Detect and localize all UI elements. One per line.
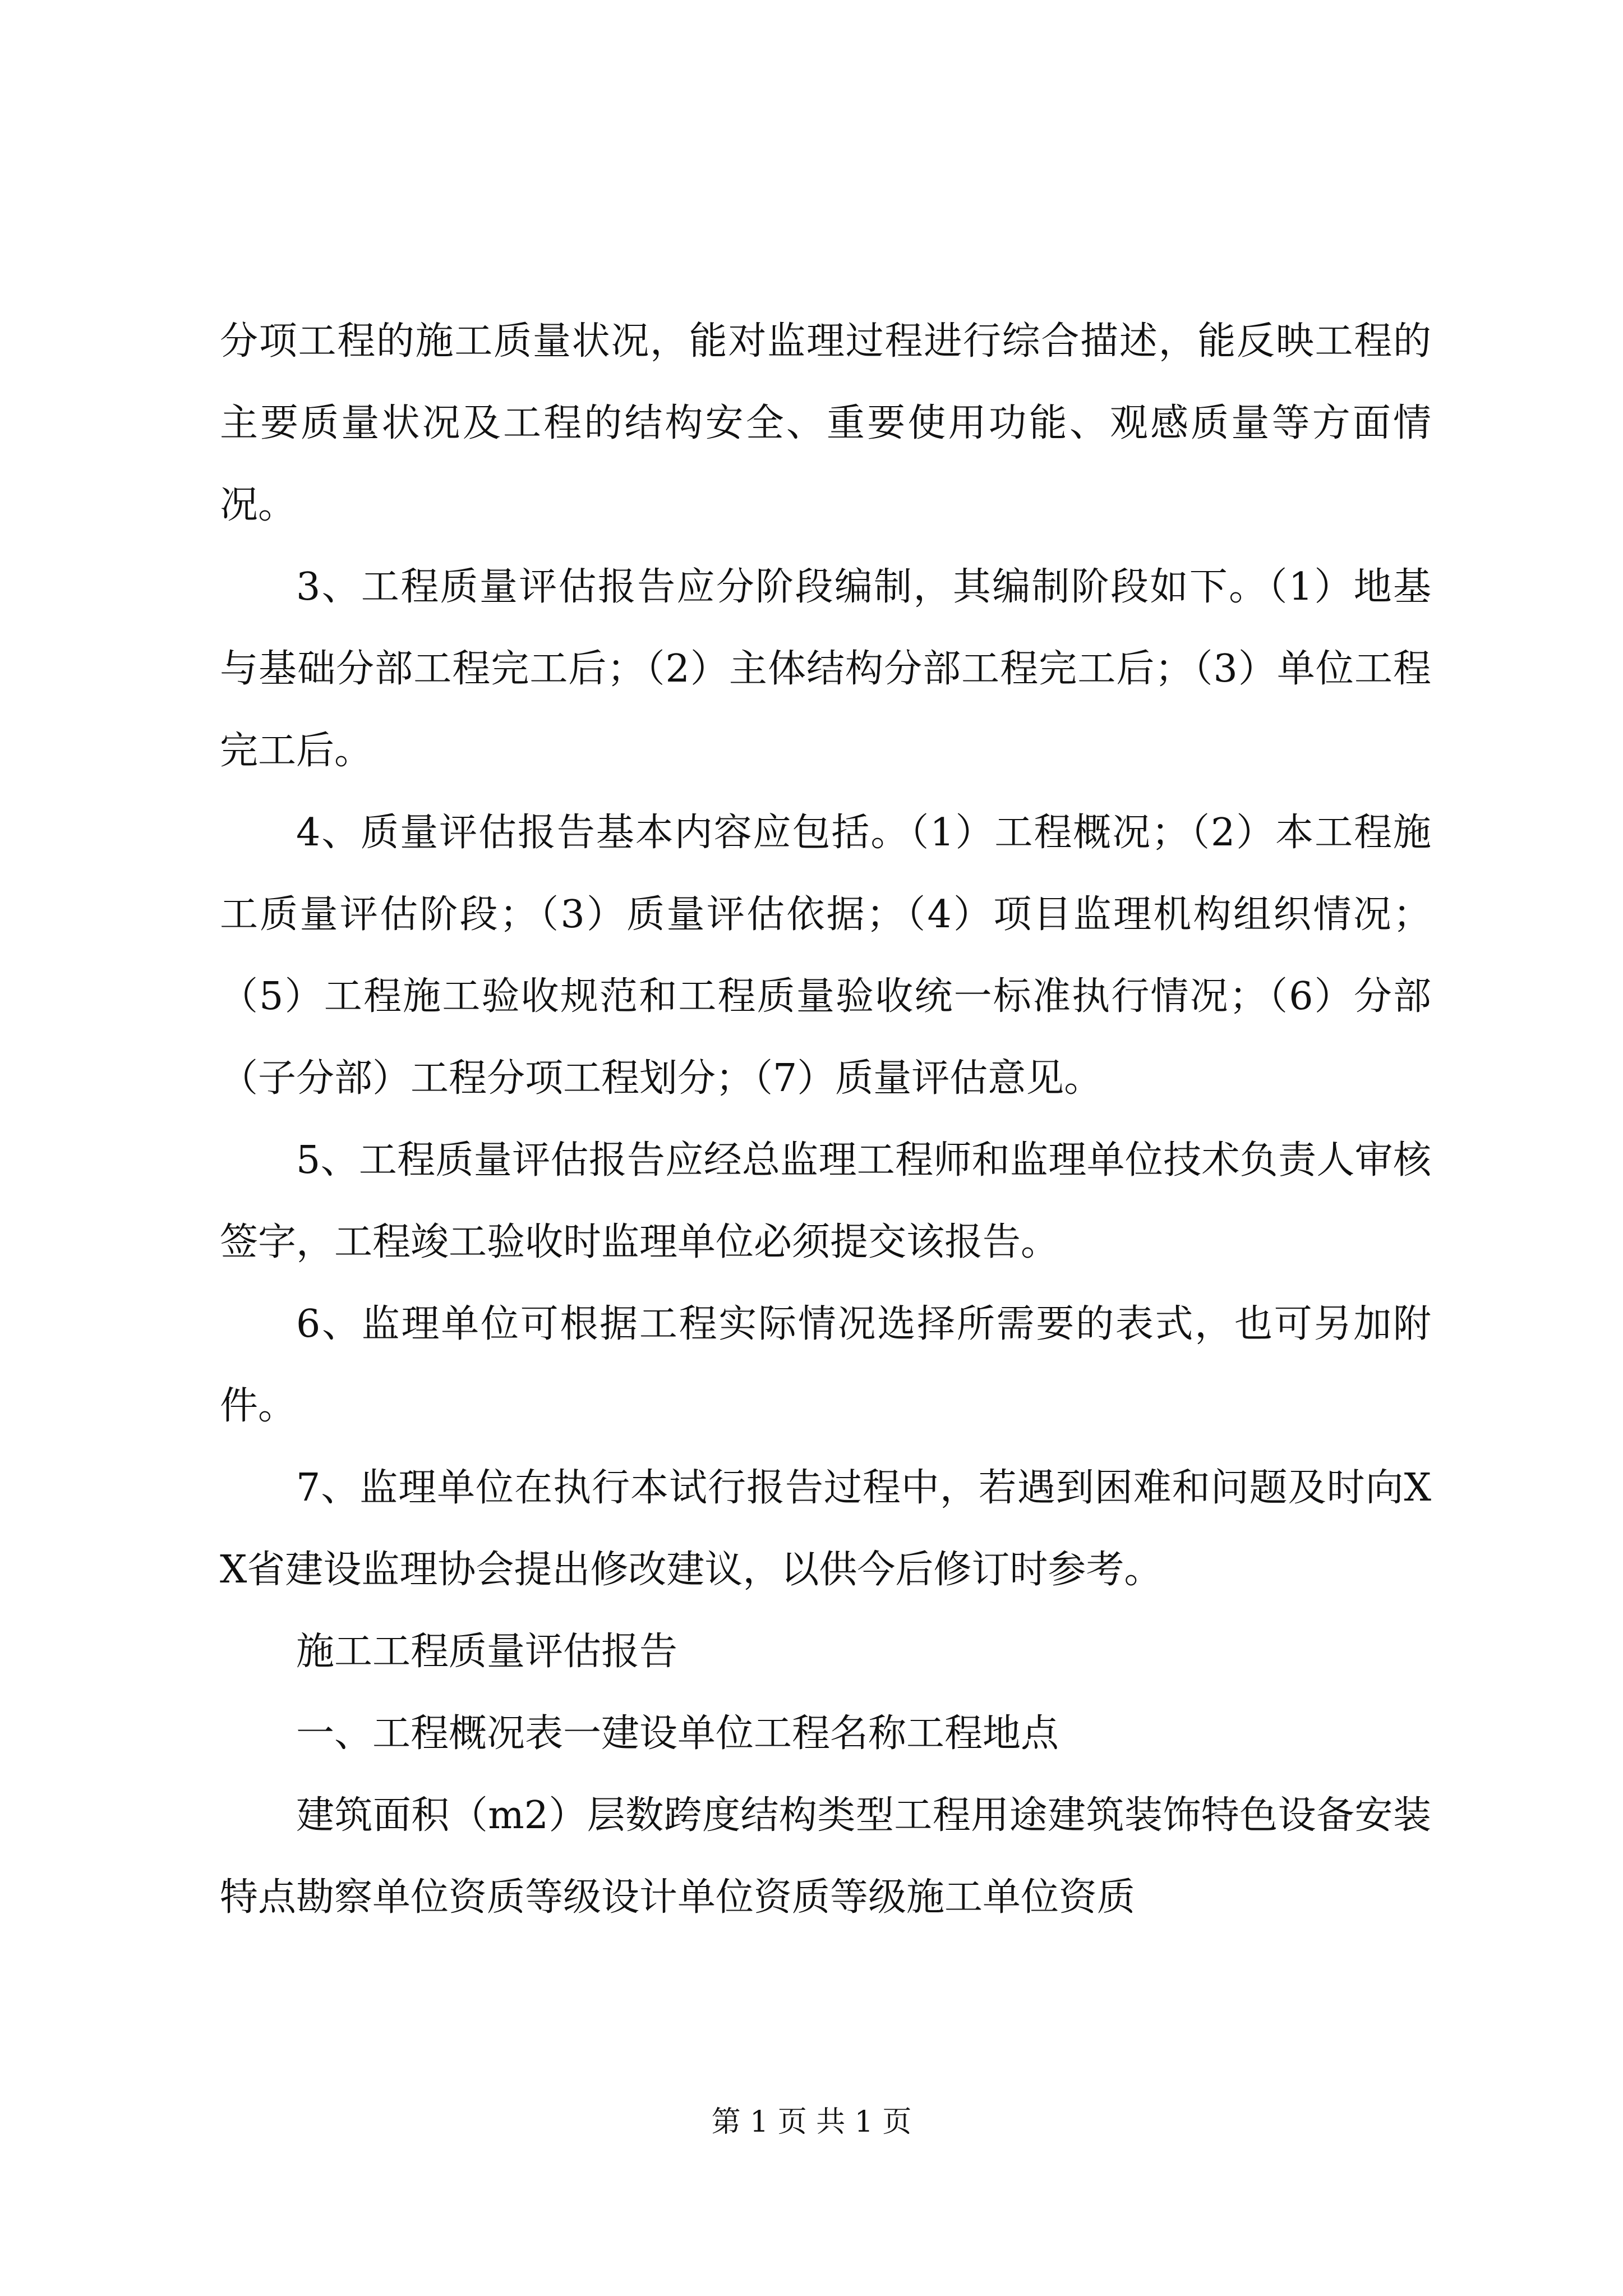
section-heading: 一、工程概况表一建设单位工程名称工程地点 <box>296 1711 1059 1756</box>
table-fields-paragraph: 建筑面积（m2）层数跨度结构类型工程用途建筑装饰特色设备安装特点勘察单位资质等级设计单位资质等级施工单位资质 <box>220 1793 1431 1920</box>
document-body <box>220 301 1431 1939</box>
paragraph-item-7: 7、监理单位在执行本试行报告过程中，若遇到困难和问题及时向XX省建设监理协会提出修改建议，以供今后修订时参考。 <box>220 1466 1431 1592</box>
paragraph-item-4: 4、质量评估报告基本内容应包括。（1）工程概况；（2）本工程施工质量评估阶段；（3）质量评估依据；（4）项目监理机构组织情况；（5）工程施工验收规范和工程质量验收统一标准执行情况；（6）分部（子分部）工程分项工程划分；（7）质量评估意见。 <box>220 811 1431 1101</box>
paragraph-item-5: 5、工程质量评估报告应经总监理工程师和监理单位技术负责人审核签字，工程竣工验收时监理单位必须提交该报告。 <box>220 1138 1431 1264</box>
paragraph-continued: 分项工程的施工质量状况，能对监理过程进行综合描述，能反映工程的主要质量状况及工程的结构安全、重要使用功能、观感质量等方面情况。 <box>220 319 1431 527</box>
page-footer: 第 1 页 共 1 页 <box>711 2105 912 2139</box>
paragraph-item-6: 6、监理单位可根据工程实际情况选择所需要的表式，也可另加附件。 <box>220 1302 1431 1428</box>
report-title: 施工工程质量评估报告 <box>296 1630 678 1674</box>
paragraph-item-3: 3、工程质量评估报告应分阶段编制，其编制阶段如下。（1）地基与基础分部工程完工后；（2）主体结构分部工程完工后；（3）单位工程完工后。 <box>220 565 1431 773</box>
